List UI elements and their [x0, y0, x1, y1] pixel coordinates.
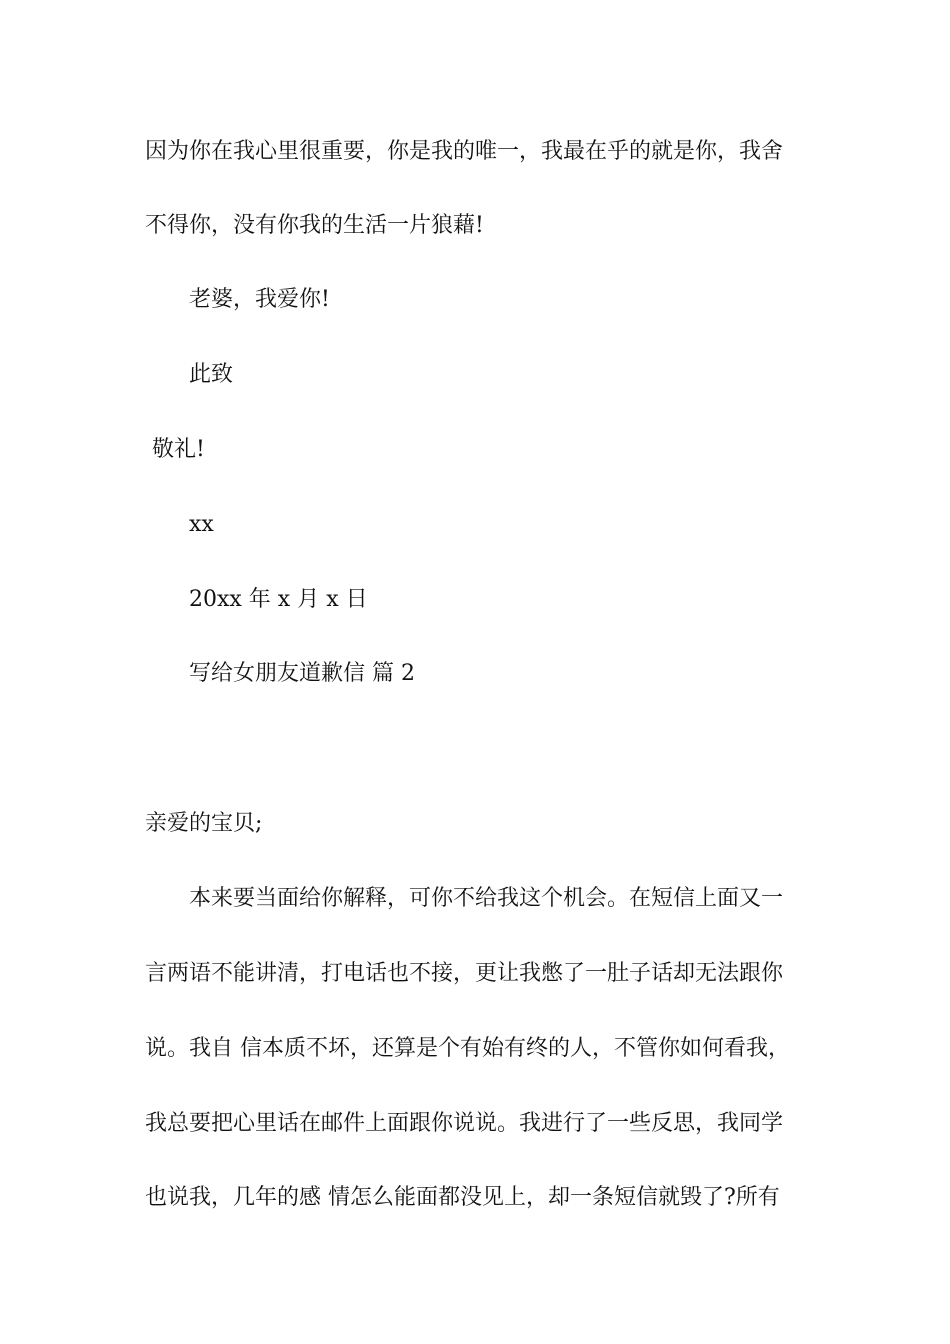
- paragraph-line: 本来要当面给你解释，可你不给我这个机会。在短信上面又一: [189, 886, 784, 911]
- letter-greeting: 亲爱的宝贝;: [145, 811, 263, 836]
- paragraph-line: 不得你，没有你我的生活一片狼藉!: [145, 213, 484, 238]
- paragraph-line: 言两语不能讲清，打电话也不接，更让我憋了一肚子话却无法跟你: [145, 961, 784, 986]
- closing-line: 老婆，我爱你!: [189, 287, 330, 312]
- paragraph-line: 我总要把心里话在邮件上面跟你说说。我进行了一些反思，我同学: [145, 1111, 784, 1136]
- salutation-closing: 此致: [189, 362, 234, 387]
- paragraph-line: 说。我自 信本质不坏，还算是个有始有终的人，不管你如何看我，: [145, 1036, 790, 1061]
- section-heading: 写给女朋友道歉信 篇 2: [189, 661, 415, 686]
- paragraph-line: 因为你在我心里很重要，你是我的唯一，我最在乎的就是你，我舍: [145, 139, 784, 164]
- signature-date: 20xx 年 x 月 x 日: [189, 587, 368, 612]
- paragraph-line: 也说我，几年的感 情怎么能面都没见上，却一条短信就毁了?所有: [145, 1185, 780, 1210]
- signature-name: xx: [189, 512, 214, 537]
- salutation-regards: 敬礼!: [152, 437, 205, 462]
